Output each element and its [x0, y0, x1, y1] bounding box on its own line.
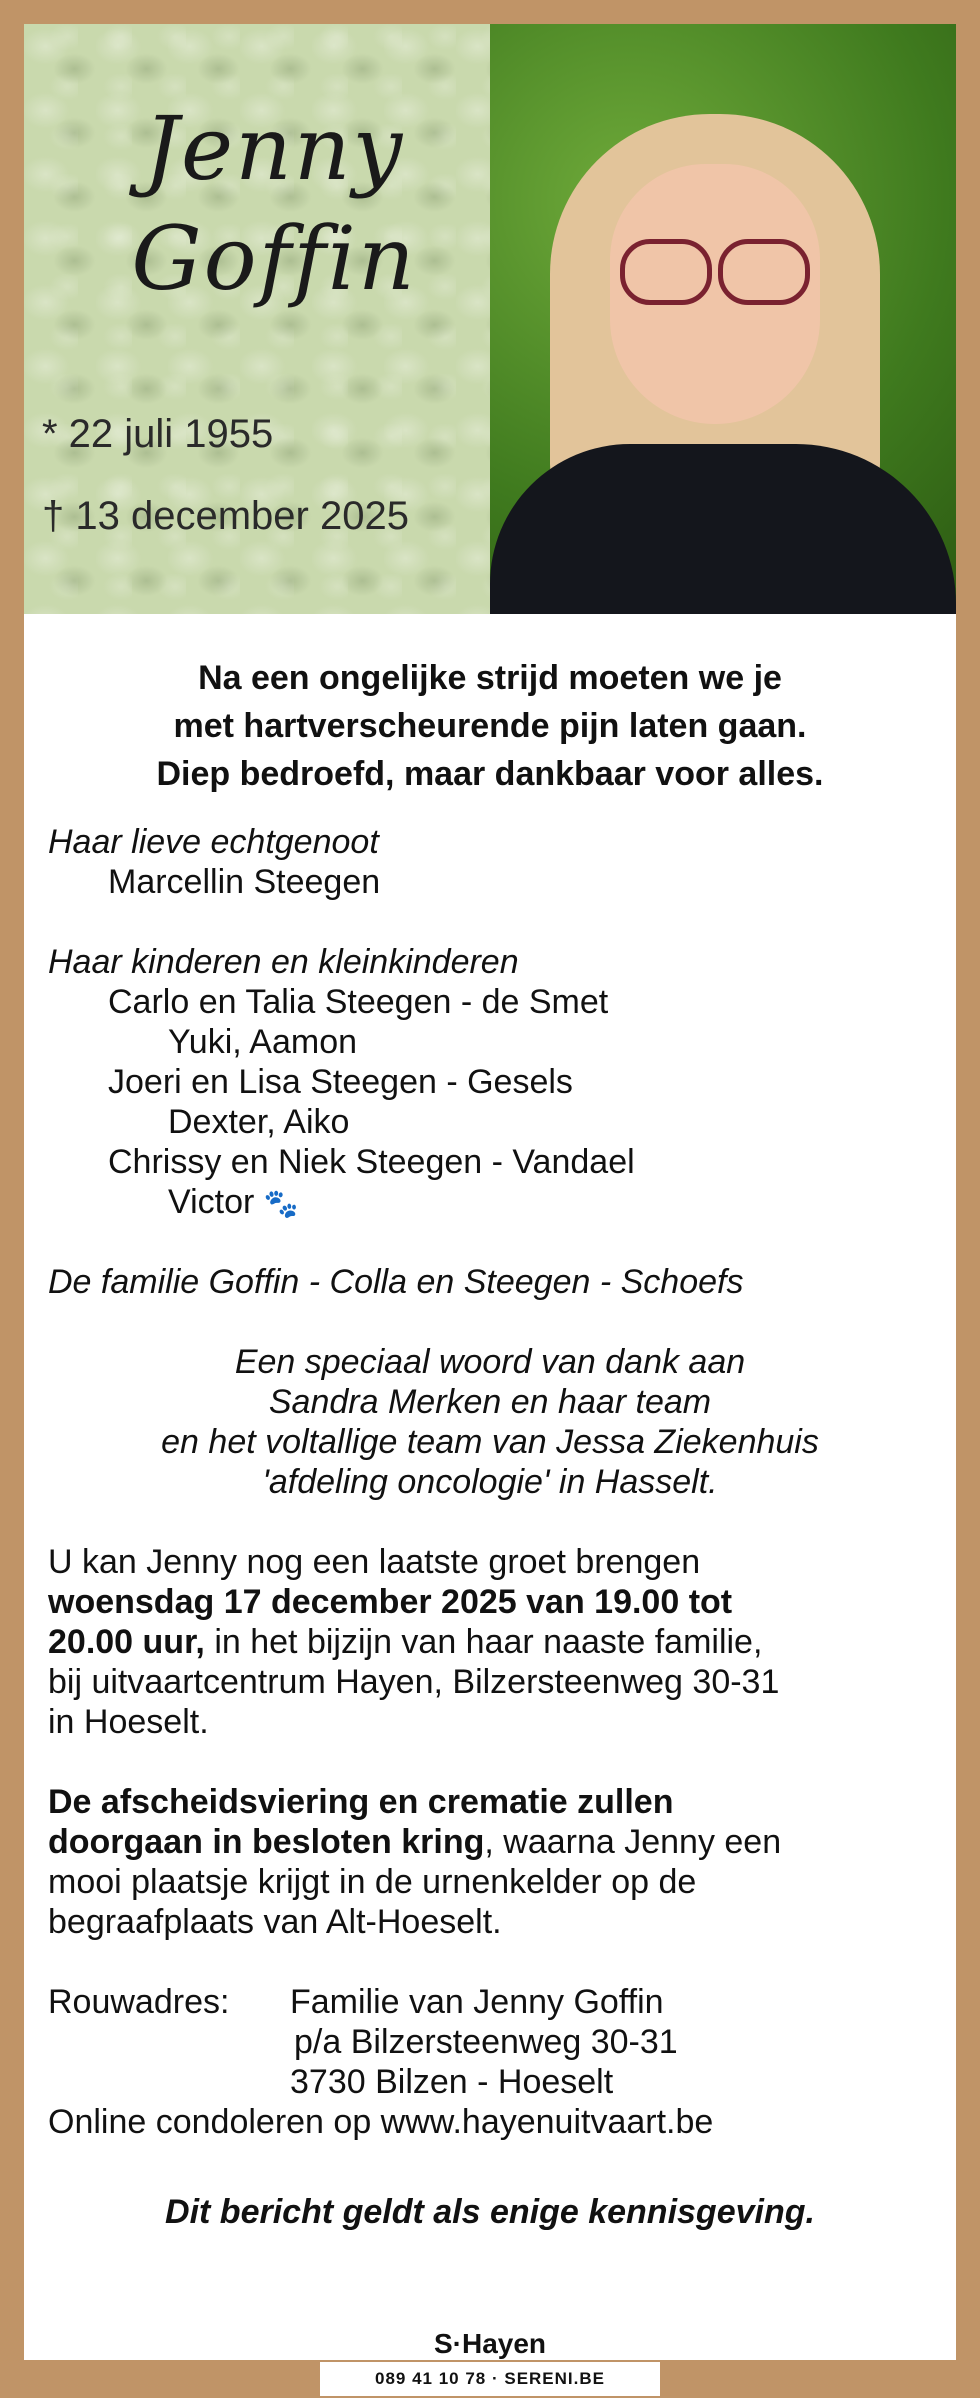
- visit-line-5: in Hoeselt.: [48, 1703, 209, 1741]
- child-family-1: Carlo en Talia Steegen - de Smet: [108, 983, 609, 1021]
- last-name: Goffin: [131, 207, 417, 310]
- visit-line-3: 20.00 uur, in het bijzijn van haar naaste familie,: [48, 1623, 763, 1661]
- notice: Dit bericht geldt als enige kennisgeving.: [165, 2193, 815, 2231]
- ceremony-line-2: doorgaan in besloten kring, waarna Jenny een: [48, 1823, 782, 1861]
- thanks-line-3: en het voltallige team van Jessa Ziekenhuis: [161, 1423, 819, 1461]
- portrait-photo: [490, 24, 956, 614]
- intro-message: Na een ongelijke strijd moeten we je met hartverscheurende pijn laten gaan. Diep bedroefd, maar dankbaar voor alles.: [156, 659, 824, 793]
- address-line-3: 3730 Bilzen - Hoeselt: [290, 2063, 614, 2101]
- visit-date: woensdag 17 december 2025 van 19.00 tot: [48, 1583, 733, 1621]
- glasses-icon: [620, 239, 810, 299]
- birth-date: * 22 juli 1955: [42, 412, 274, 456]
- online-condolence: Online condoleren op www.hayenuitvaart.be: [48, 2103, 714, 2141]
- child-family-3: Chrissy en Niek Steegen - Vandael: [108, 1143, 635, 1181]
- thanks-line-2: Sandra Merken en haar team: [268, 1383, 712, 1421]
- grandchildren-3: Victor 🐾: [168, 1183, 299, 1221]
- obituary-card: [24, 24, 956, 2360]
- first-name: Jenny: [143, 97, 405, 200]
- paw-print-icon: 🐾: [263, 1188, 299, 1219]
- ivy-background: [24, 24, 490, 614]
- visit-line-4: bij uitvaartcentrum Hayen, Bilzersteenweg 30-31: [48, 1663, 780, 1701]
- extended-family: De familie Goffin - Colla en Steegen - Schoefs: [48, 1263, 744, 1301]
- address-label: Rouwadres:: [48, 1983, 230, 2021]
- ceremony-line-1: De afscheidsviering en crematie zullen: [48, 1783, 674, 1821]
- ceremony-line-3: mooi plaatsje krijgt in de urnenkelder op de: [48, 1863, 697, 1901]
- child-family-2: Joeri en Lisa Steegen - Gesels: [108, 1063, 573, 1101]
- address-line-1: Familie van Jenny Goffin: [290, 1983, 664, 2021]
- header-section: [24, 24, 956, 614]
- thanks-line-4: 'afdeling oncologie' in Hasselt.: [262, 1463, 718, 1501]
- children-heading: Haar kinderen en kleinkinderen: [48, 943, 519, 981]
- deceased-name: [84, 94, 464, 314]
- grandchildren-1: Yuki, Aamon: [168, 1023, 358, 1061]
- funeral-home-logo: S·Hayen: [433, 2328, 547, 2359]
- address-line-2: p/a Bilzersteenweg 30-31: [294, 2023, 678, 2061]
- grandchildren-2: Dexter, Aiko: [168, 1103, 350, 1141]
- death-date: † 13 december 2025: [42, 494, 409, 538]
- footer-contact: 089 41 10 78 · SERENI.BE: [320, 2362, 660, 2396]
- ceremony-line-4: begraafplaats van Alt-Hoeselt.: [48, 1903, 502, 1941]
- thanks-line-1: Een speciaal woord van dank aan: [234, 1343, 746, 1381]
- spouse-name: Marcellin Steegen: [108, 863, 381, 901]
- visit-line-1: U kan Jenny nog een laatste groet brengen: [48, 1543, 701, 1581]
- spouse-heading: Haar lieve echtgenoot: [48, 823, 379, 861]
